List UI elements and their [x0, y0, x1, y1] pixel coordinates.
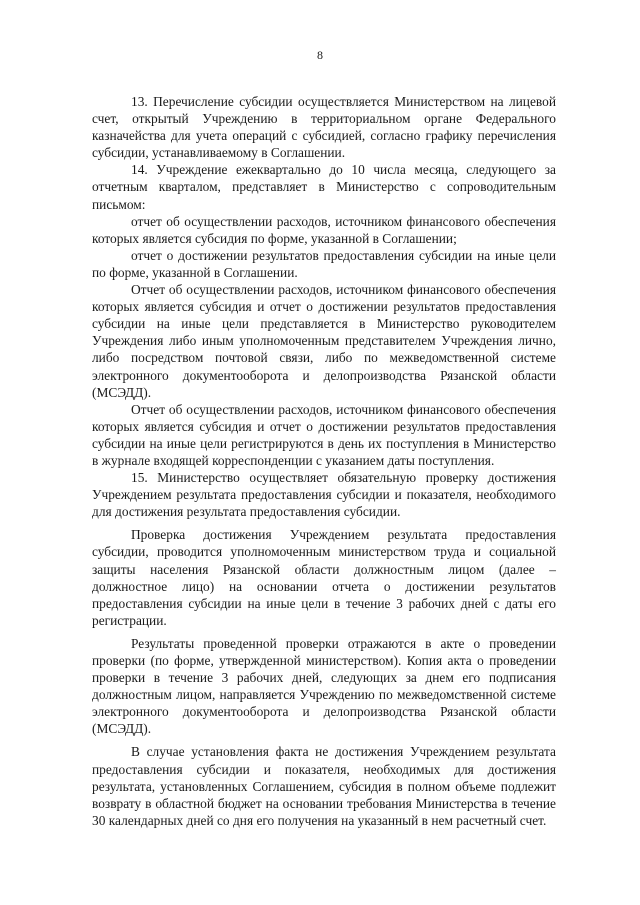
- document-body: [92, 93, 556, 829]
- page-number: 8: [317, 48, 323, 62]
- paragraph-verification-results: Результаты проведенной проверки отражаются в акте о проведении проверки (по форме, утвержденной министерством). Копия акта о проведении проверки в течение 3 рабочих дней, следующих за днем его подписания должностным лицом, направляется Учреждению по межведомственной системе электронного документооборота и делопроизводства Рязанской области (МСЭДД).: [92, 635, 556, 737]
- paragraph-report-submission: Отчет об осуществлении расходов, источником финансового обеспечения которых является субсидия и отчет о достижении результатов предоставления субсидии на иные цели представляется в Министерство руководителем Учреждения либо иным уполномоченным представителем Учреждения лично, либо посредством почтовой связи, либо по межведомственной системе электронного документооборота и делопроизводства Рязанской области (МСЭДД).: [92, 282, 556, 400]
- paragraph-subsidy-refund: В случае установления факта не достижения Учреждением результата предоставления субсидии и показателя, необходимых для достижения результата, установленных Соглашением, субсидия в полном объеме подлежит возврату в областной бюджет на основании требования Министерства в течение 30 календарных дней со дня его получения на указанный в нем расчетный счет.: [92, 744, 556, 828]
- paragraph-report-registration: Отчет об осуществлении расходов, источником финансового обеспечения которых является субсидия и отчет о достижении результатов предоставления субсидии на иные цели регистрируются в день их поступления в Министерство в журнале входящей корреспонденции с указанием даты поступления.: [92, 401, 556, 468]
- paragraph-expense-report: отчет об осуществлении расходов, источником финансового обеспечения которых является субсидия по форме, указанной в Соглашении;: [92, 213, 556, 246]
- paragraph-verification-procedure: Проверка достижения Учреждением результата предоставления субсидии, проводится уполномоченным министерством труда и социальной защиты населения Рязанской области должностным лицом (далее – должностное лицо) на основании отчета о достижении результатов предоставления субсидии на иные цели в течение 3 рабочих дней с даты его регистрации.: [92, 527, 556, 628]
- paragraph-15-verification: 15. Министерство осуществляет обязательную проверку достижения Учреждением результата предоставления субсидии и показателя, необходимого для достижения результата предоставления субсидии.: [92, 470, 556, 520]
- paragraph-14-quarterly-report: 14. Учреждение ежеквартально до 10 числа месяца, следующего за отчетным кварталом, представляет в Министерство с сопроводительным письмом:: [92, 162, 556, 212]
- paragraph-results-report: отчет о достижении результатов предоставления субсидии на иные цели по форме, указанной в Соглашении.: [92, 247, 556, 280]
- paragraph-13-payment: 13. Перечисление субсидии осуществляется Министерством на лицевой счет, открытый Учреждению в территориальном органе Федерального казначейства для учета операций с субсидией, согласно графику перечисления субсидии, устанавливаемому в Соглашении.: [92, 94, 556, 161]
